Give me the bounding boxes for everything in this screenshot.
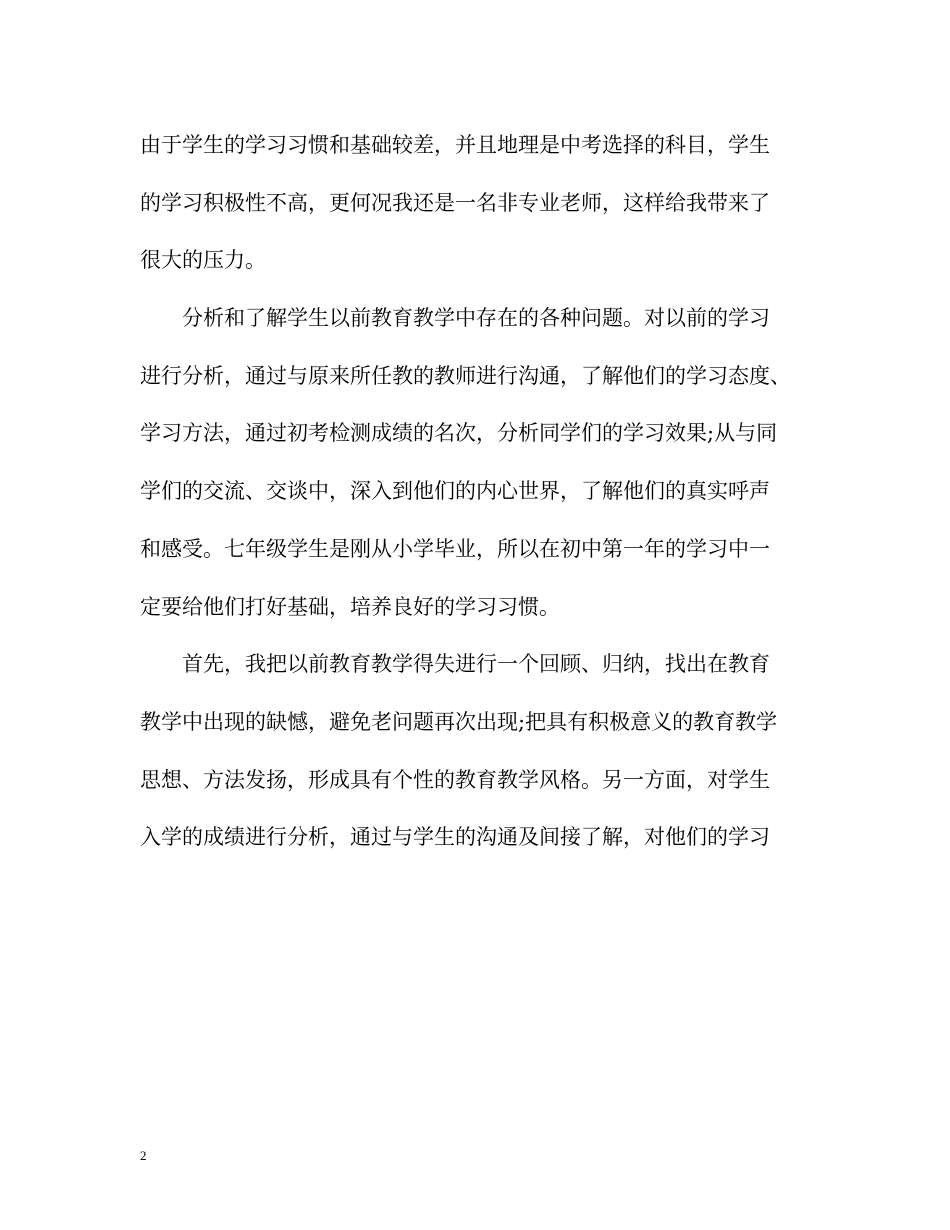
text-line: 学习方法，通过初考检测成绩的名次，分析同学们的学习效果;从与同 (140, 421, 778, 446)
text-line: 的学习积极性不高，更何况我还是一名非专业老师，这样给我带来了 (140, 190, 770, 215)
text-line: 和感受。七年级学生是刚从小学毕业，所以在初中第一年的学习中一 (140, 536, 770, 561)
text-line: 很大的压力。 (140, 248, 266, 273)
body-text (140, 123, 840, 873)
page-number: 2 (140, 1148, 147, 1163)
text-line: 分析和了解学生以前教育教学中存在的各种问题。对以前的学习 (140, 306, 770, 331)
text-line: 定要给他们打好基础，培养良好的学习习惯。 (140, 594, 560, 619)
text-line: 由于学生的学习习惯和基础较差，并且地理是中考选择的科目，学生 (140, 133, 770, 157)
text-line: 首先，我把以前教育教学得失进行一个回顾、归纳，找出在教育 (140, 652, 770, 677)
text-line: 进行分析，通过与原来所任教的教师进行沟通，了解他们的学习态度、 (140, 363, 791, 388)
text-line: 教学中出现的缺憾，避免老问题再次出现;把具有积极意义的教育教学 (140, 709, 778, 734)
text-line: 思想、方法发扬，形成具有个性的教育教学风格。另一方面，对学生 (140, 767, 770, 792)
text-line: 入学的成绩进行分析，通过与学生的沟通及间接了解，对他们的学习 (140, 825, 770, 850)
text-line: 学们的交流、交谈中，深入到他们的内心世界，了解他们的真实呼声 (140, 479, 770, 504)
